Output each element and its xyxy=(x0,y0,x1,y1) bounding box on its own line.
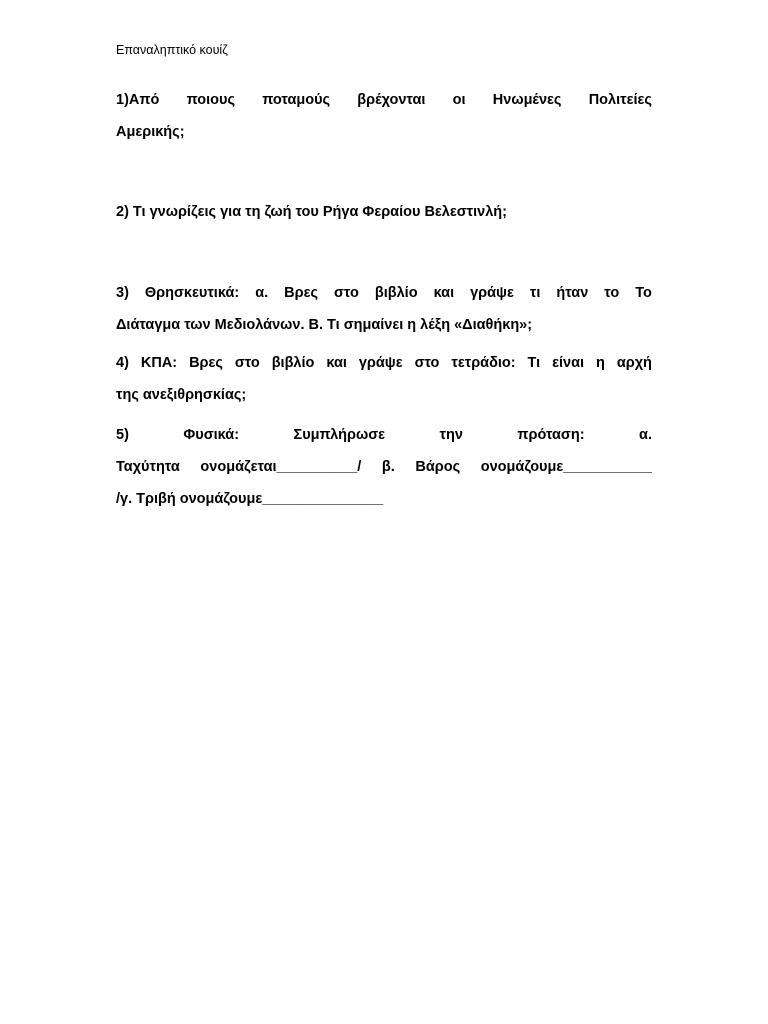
question-1 xyxy=(116,84,652,148)
question-3 xyxy=(116,277,652,341)
question-1-line-2: Αμερικής; xyxy=(116,124,185,140)
question-1-line-1-word: βρέχονται xyxy=(357,92,426,108)
question-4-line-1-word: 4) xyxy=(116,355,129,371)
question-3-line-1-word: γράψε xyxy=(470,285,514,301)
question-3-line-1-word: βιβλίο xyxy=(374,285,418,301)
question-1-line-1-word: Πολιτείες xyxy=(588,92,652,108)
question-5 xyxy=(116,419,652,515)
question-3-line-2: Διάταγμα των Μεδιολάνων. Β. Τι σημαίνει η λέξη «Διαθήκη»; xyxy=(116,317,533,333)
question-3-line-1-word: στο xyxy=(334,285,359,301)
question-4-line-1-word: στο xyxy=(234,355,260,371)
question-3-line-1-word: Θρησκευτικά: xyxy=(144,285,240,301)
question-4-line-1-word: και xyxy=(326,355,347,371)
question-4-line-1-word: αρχή xyxy=(616,355,652,371)
question-1-line-1-word: ποταμούς xyxy=(262,92,331,108)
question-4-line-1-word: στο xyxy=(414,355,440,371)
question-3-line-1-word: Βρες xyxy=(284,285,319,301)
question-4-line-1-word: είναι xyxy=(552,355,585,371)
question-3-line-1-word: α. xyxy=(255,285,269,301)
question-3-line-1-word: ήταν xyxy=(556,285,589,301)
question-1-line-1-word: οι xyxy=(452,92,466,108)
question-5-line-2 xyxy=(116,451,652,483)
question-4-line-1-word: γράψε xyxy=(358,355,403,371)
question-3-line-1-word: Το xyxy=(635,285,652,301)
document-header: Επαναληπτικό κουίζ xyxy=(116,43,228,57)
question-4-line-1-word: βιβλίο xyxy=(271,355,315,371)
question-5-line-2-word: Ταχύτητα xyxy=(116,459,180,475)
question-4-line-1 xyxy=(116,347,652,379)
question-2-line-1: 2) Τι γνωρίζεις για τη ζωή του Ρήγα Φεραίου Βελεστινλή; xyxy=(116,204,507,220)
question-1-line-1 xyxy=(116,84,652,116)
question-5-line-2-word: ονομάζουμε___________ xyxy=(480,459,652,475)
question-4 xyxy=(116,347,652,411)
question-5-line-1-word: την xyxy=(439,427,463,443)
question-5-line-2-word: ονομάζεται__________/ xyxy=(200,459,362,475)
question-5-line-3: /γ. Τριβή ονομάζουμε_______________ xyxy=(116,491,384,507)
question-5-line-1-word: Φυσικά: xyxy=(183,427,240,443)
question-3-line-1-word: και xyxy=(433,285,455,301)
question-1-line-1-word: ποιους xyxy=(186,92,235,108)
question-5-line-1 xyxy=(116,419,652,451)
question-1-line-1-word: Ηνωμένες xyxy=(492,92,562,108)
question-2 xyxy=(116,196,652,228)
question-3-line-1-word: 3) xyxy=(116,285,129,301)
question-5-line-1-word: πρόταση: xyxy=(517,427,585,443)
question-4-line-1-word: ΚΠΑ: xyxy=(140,355,178,371)
question-1-line-1-word: 1)Από xyxy=(116,92,160,108)
question-4-line-1-word: Τι xyxy=(527,355,541,371)
question-5-line-1-word: 5) xyxy=(116,427,129,443)
question-3-line-1-word: τι xyxy=(529,285,541,301)
question-5-line-1-word: Συμπλήρωσε xyxy=(293,427,386,443)
question-4-line-1-word: η xyxy=(596,355,605,371)
question-4-line-1-word: τετράδιο: xyxy=(451,355,516,371)
question-5-line-2-word: Βάρος xyxy=(415,459,461,475)
question-4-line-1-word: Βρες xyxy=(189,355,223,371)
question-5-line-2-word: β. xyxy=(381,459,395,475)
question-3-line-1-word: το xyxy=(604,285,620,301)
question-4-line-2: της ανεξιθρησκίας; xyxy=(116,387,247,403)
question-5-line-1-word: α. xyxy=(639,427,652,443)
question-3-line-1 xyxy=(116,277,652,309)
